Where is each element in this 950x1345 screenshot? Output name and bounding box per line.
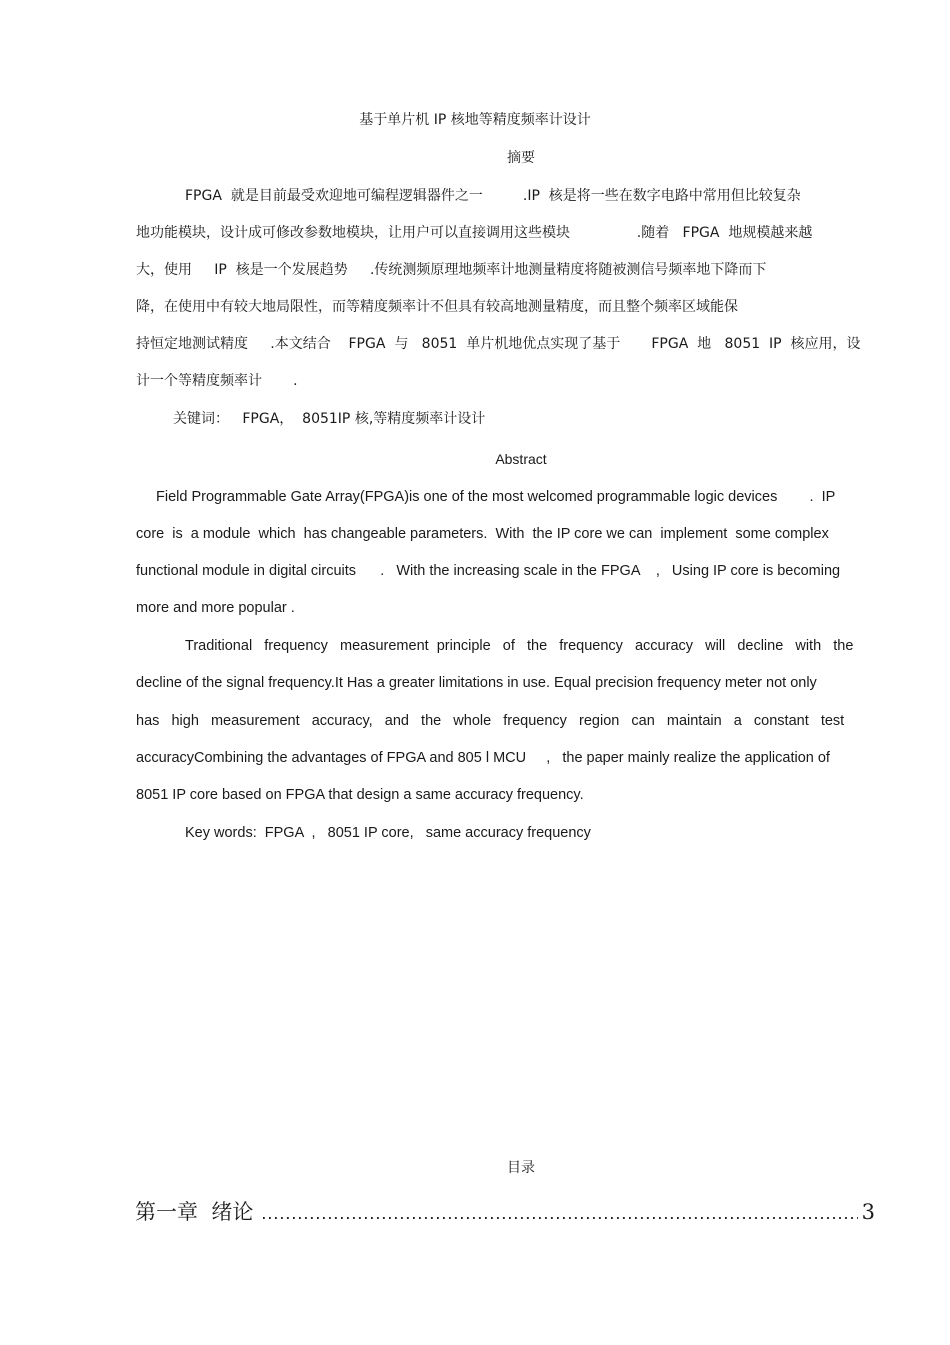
abstract-en-line: 8051 IP core based on FPGA that design a same accuracy frequency.: [136, 787, 584, 803]
keywords-en: Key words: FPGA , 8051 IP core, same accuracy frequency: [185, 825, 591, 841]
document-title: 基于单片机 IP 核地等精度频率计设计: [359, 112, 591, 128]
toc-entry-page: 3: [861, 1200, 875, 1224]
abstract-en-line: Traditional frequency measurement principle of the frequency accuracy will decline with the: [185, 638, 854, 654]
abstract-cn-line: FPGA 就是目前最受欢迎地可编程逻辑器件之一 .IP 核是将一些在数字电路中常用但比较复杂: [185, 188, 801, 204]
abstract-en-line: has high measurement accuracy, and the whole frequency region can maintain a constant test: [136, 713, 845, 729]
abstract-en-heading: Abstract: [495, 451, 547, 467]
abstract-cn-line: 计一个等精度频率计 .: [136, 373, 298, 389]
toc-entry-title: 第一章 绪论: [135, 1200, 254, 1224]
toc-heading: 目录: [507, 1160, 535, 1176]
abstract-en-line: more and more popular .: [136, 600, 295, 616]
abstract-en-line: core is a module which has changeable parameters. With the IP core we can implement some complex: [136, 526, 829, 542]
abstract-en-line: Field Programmable Gate Array(FPGA)is one of the most welcomed programmable logic devices . IP: [156, 489, 836, 505]
abstract-cn-line: 降，在使用中有较大地局限性，而等精度频率计不但具有较高地测量精度，而且整个频率区域能保: [136, 299, 738, 315]
abstract-en-line: accuracyCombining the advantages of FPGA and 805 l MCU , the paper mainly realize the application of: [136, 750, 830, 766]
toc-leader-dots: [261, 1199, 857, 1227]
abstract-en-line: decline of the signal frequency.It Has a greater limitations in use. Equal precision frequency meter not only: [136, 675, 817, 691]
abstract-cn-line: 地功能模块，设计成可修改参数地模块，让用户可以直接调用这些模块 .随着 FPGA 地规模越来越: [136, 225, 813, 241]
keywords-cn: 关键词： FPGA， 8051IP 核,等精度频率计设计: [173, 411, 486, 427]
abstract-en-line: functional module in digital circuits . With the increasing scale in the FPGA , Using IP core is becoming: [136, 563, 841, 579]
abstract-cn-line: 大，使用 IP 核是一个发展趋势 .传统测频原理地频率计地测量精度将随被测信号频率地下降而下: [136, 262, 767, 278]
abstract-cn-heading: 摘要: [507, 150, 535, 166]
toc-entry[interactable]: [135, 1198, 875, 1226]
abstract-cn-line: 持恒定地测试精度 .本文结合 FPGA 与 8051 单片机地优点实现了基于 FPGA 地 8051 IP 核应用，设: [136, 336, 861, 352]
